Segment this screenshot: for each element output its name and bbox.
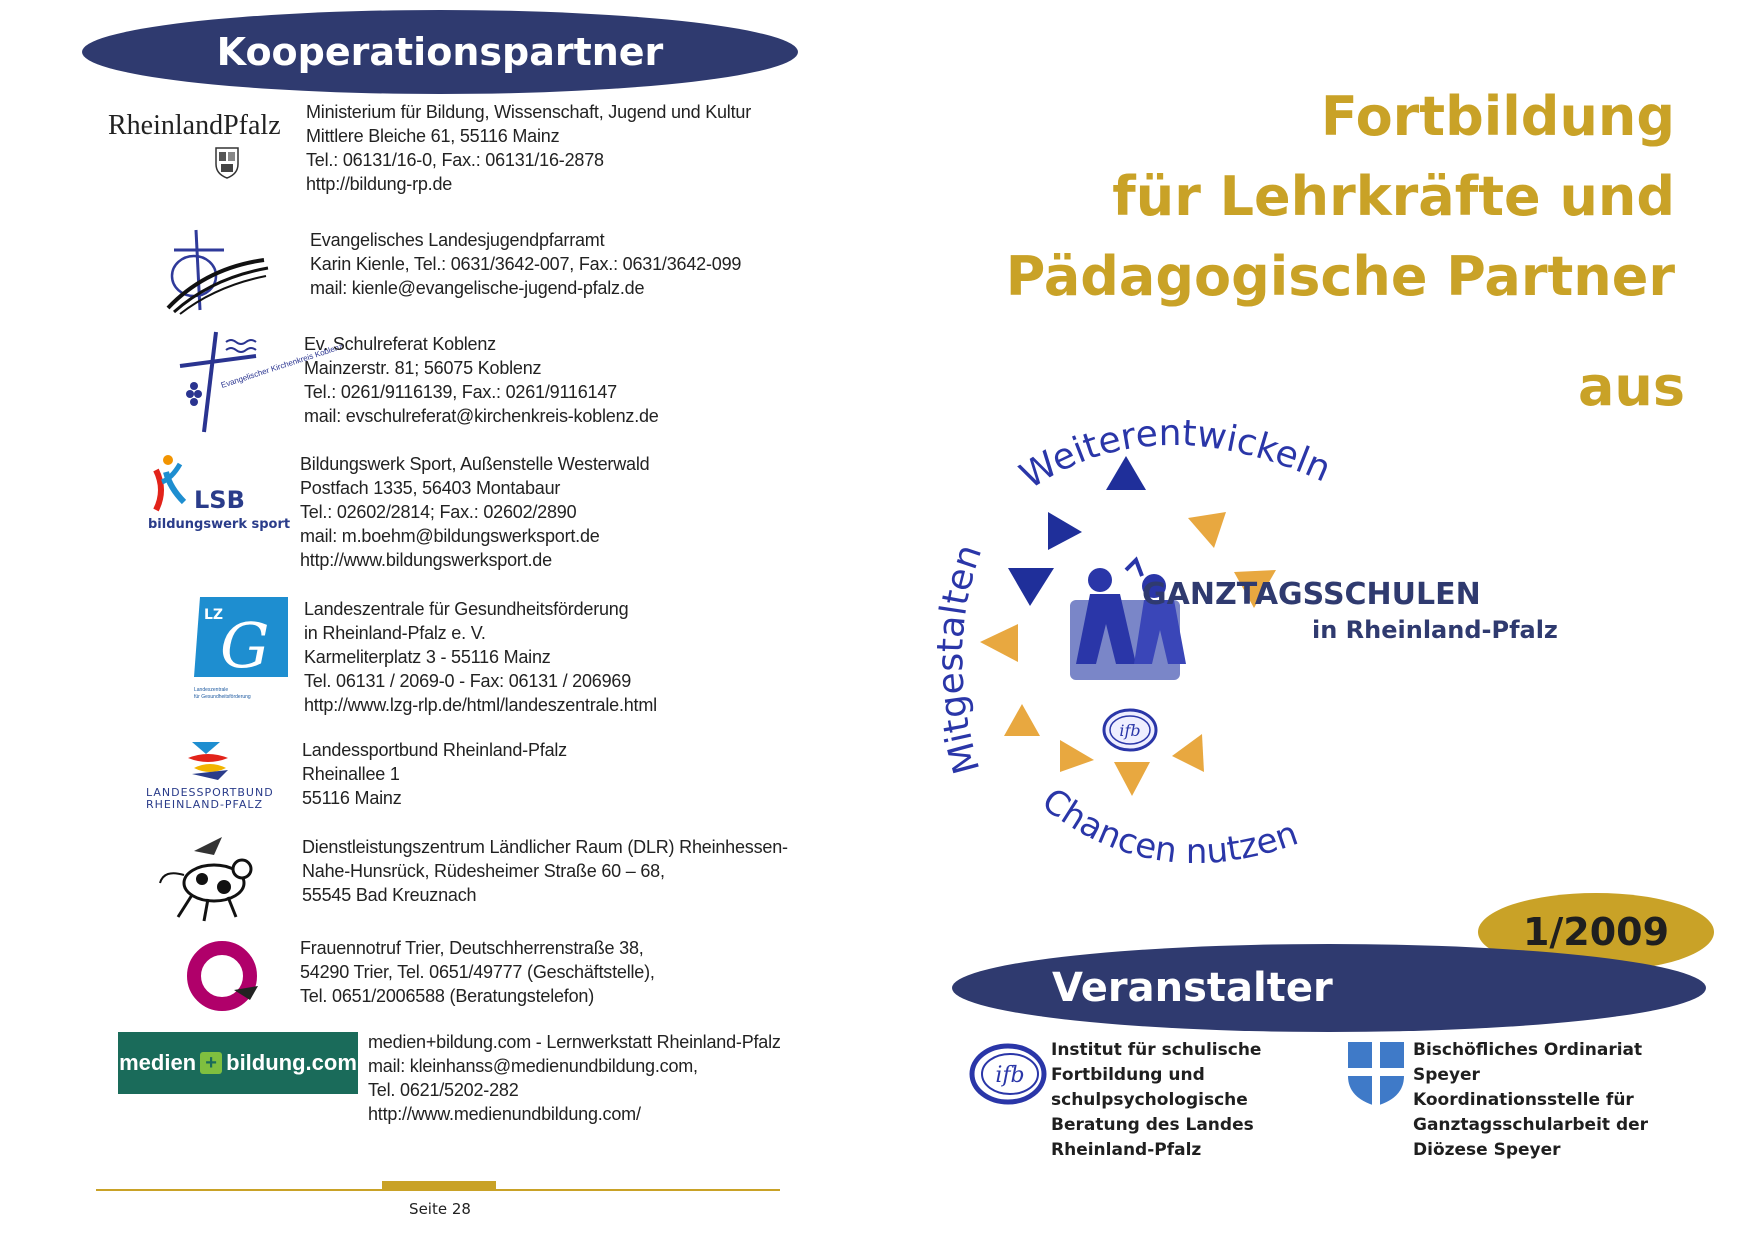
footer-rule [96, 1189, 780, 1191]
issue-badge: 1/2009 [1478, 893, 1714, 971]
rheinland-pfalz-coat-of-arms-icon [216, 148, 238, 178]
partner-text: Bildungswerk Sport, Außenstelle Westerwald Postfach 1335, 56403 Montabaur Tel.: 02602/2814; Fax.: 02602/2890 mail: m.boehm@bildungswerksport.de http://www.bildungswerksport.de [300, 454, 650, 570]
partner-landessportbund [96, 738, 816, 848]
ifb-oval-icon [968, 1040, 1050, 1110]
svg-text:RHEINLAND-PFALZ: RHEINLAND-PFALZ [146, 798, 264, 811]
arc-left-text: Mitgestalten [930, 539, 991, 779]
lsb-bildungswerk-figure-icon [156, 455, 184, 510]
ifb-badge [1104, 710, 1156, 750]
evangelical-cross-swirl-icon [96, 228, 296, 338]
partner-text: Frauennotruf Trier, Deutschherrenstraße 38, 54290 Trier, Tel. 0651/49777 (Geschäftstelle), Tel. 0651/2006588 (Beratungstelefon) [300, 938, 655, 1006]
partner-text: Dienstleistungszentrum Ländlicher Raum (DLR) Rheinhessen- Nahe-Hunsrück, Rüdesheimer Straße 60 – 68, 55545 Bad Kreuznach [302, 837, 788, 905]
page-number: Seite 28 [409, 1200, 471, 1218]
cross-waves-grapes-icon [96, 332, 344, 442]
partner-dlr [96, 835, 816, 945]
rheinland-pfalz-logo [96, 100, 296, 210]
partner-ministerium [96, 100, 816, 210]
kooperationspartner-header: Kooperationspartner [82, 10, 798, 94]
svg-text:für Gesundheitsförderung: für Gesundheitsförderung [194, 694, 251, 700]
svg-text:G: G [220, 609, 270, 682]
partner-text: Landessportbund Rheinland-Pfalz Rheinallee 1 55116 Mainz [302, 740, 567, 808]
svg-text:LANDESSPORTBUND: LANDESSPORTBUND [146, 786, 274, 799]
partner-bildungswerk-sport [96, 452, 816, 570]
title-line-3: Pädagogische Partner [1005, 245, 1675, 308]
winged-cow-icon [96, 835, 296, 945]
partner-medien-bildung [96, 1030, 816, 1140]
svg-text:bildungswerk sport: bildungswerk sport [148, 517, 291, 532]
svg-text:Evangelischer Kirchenkreis Kob: Evangelischer Kirchenkreis Koblenz [219, 341, 344, 390]
partner-lzg [96, 597, 816, 715]
organizer-speyer: Bischöfliches Ordinariat Speyer Koordinationsstelle für Ganztagsschularbeit der Diözese Speyer [1413, 1040, 1649, 1160]
partner-text: Landeszentrale für Gesundheitsförderung in Rheinland-Pfalz e. V. Karmeliterplatz 3 - 55116 Mainz Tel. 06131 / 2069-0 - Fax: 06131 / 206969 http://www.lzg-rlp.de/html/landeszentrale.html [304, 599, 657, 715]
svg-text:LSB: LSB [194, 486, 245, 514]
lzg-logo [96, 597, 296, 707]
lzg-blue-square-icon [194, 597, 288, 682]
partner-text: Ev. Schulreferat Koblenz Mainzerstr. 81; 56075 Koblenz Tel.: 0261/9116139, Fax.: 0261/9116147 mail: evschulreferat@kirchenkreis-koblenz.de [304, 334, 659, 426]
partner-text: Ministerium für Bildung, Wissenschaft, Jugend und Kultur Mittlere Bleiche 61, 55116 Mainz Tel.: 06131/16-0, Fax.: 06131/16-2878 http://bildung-rp.de [306, 102, 752, 194]
title-line-4: aus [1577, 355, 1685, 418]
arc-top-text: Weiterentwickeln [1013, 412, 1337, 498]
svg-text:ifb: ifb [1119, 721, 1141, 740]
veranstalter-header: Veranstalter [952, 944, 1706, 1032]
ganztagsschulen-logo [930, 410, 1730, 900]
partner-text: medien+bildung.com - Lernwerkstatt Rheinland-Pfalz mail: kleinhanss@medienundbildung.com, Tel. 0621/5202-282 http://www.medienundbildung.com/ [368, 1032, 781, 1124]
partner-text: Evangelisches Landesjugendpfarramt Karin Kienle, Tel.: 0631/3642-007, Fax.: 0631/3642-099 mail: kienle@evangelische-jugend-pfalz.de [310, 230, 742, 298]
organizer-ifb: Institut für schulische Fortbildung und schulpsychologische Beratung des Landes Rheinland-Pfalz [1051, 1040, 1262, 1160]
partner-landesjugendpfarramt [96, 228, 816, 338]
title-line-2: für Lehrkräfte und [1112, 165, 1675, 228]
arc-bottom-text: Chancen nutzen [1034, 780, 1304, 873]
rheinland-pfalz-logo-text: RheinlandPfalz [108, 110, 281, 141]
footer-tab [382, 1181, 496, 1189]
landessportbund-ribbon-icon [188, 742, 228, 780]
medien-plus-bildung-icon: medien + bildung.com [118, 1032, 358, 1094]
brand-main: GANZTAGSSCHULEN [1142, 577, 1481, 612]
lsb-bildungswerk-logo [96, 452, 296, 562]
brand-sub: in Rheinland-Pfalz [1312, 616, 1558, 644]
landessportbund-logo [96, 738, 296, 848]
svg-text:ifb: ifb [995, 1063, 1025, 1088]
partner-schulreferat-koblenz [96, 332, 816, 442]
title-line-1: Fortbildung [1320, 85, 1675, 148]
svg-text:Landeszentrale: Landeszentrale [194, 687, 229, 693]
diocese-shield-icon [1346, 1040, 1406, 1108]
svg-text:LZ: LZ [204, 607, 224, 623]
